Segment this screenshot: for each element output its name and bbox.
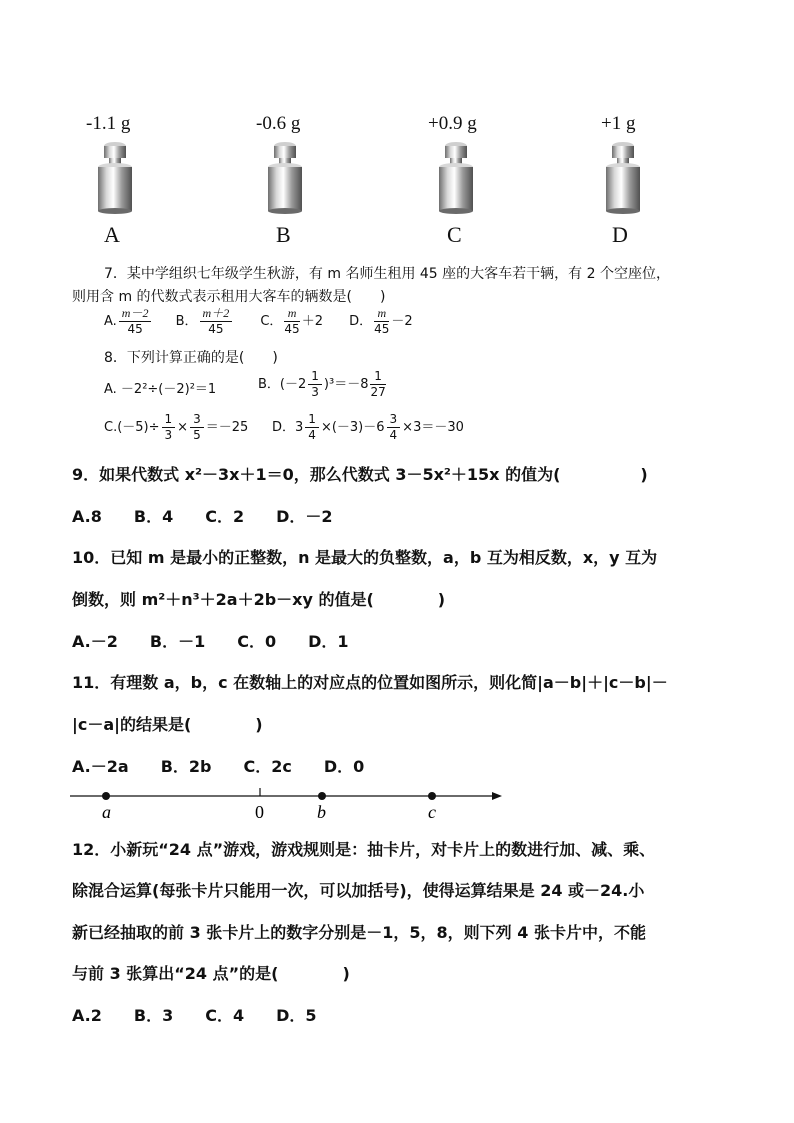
q12-line3: 新已经抽取的前 3 张卡片上的数字分别是－1，5，8，则下列 4 张卡片中，不能: [72, 923, 646, 942]
q8-b-num: 1: [308, 369, 322, 385]
q8-d-frac2: [387, 412, 401, 443]
q8-d-den2: 4: [389, 428, 398, 442]
q7-d-den: 45: [374, 322, 390, 336]
weight-c-label: +0.9 g: [428, 113, 477, 134]
q11-line2: |c－a|的结果是( ): [72, 715, 263, 734]
number-line-arrow: [492, 792, 502, 800]
q7-b-prefix: B．: [175, 314, 198, 329]
q8-c-num2: 3: [190, 412, 204, 428]
q7-c-den: 45: [284, 322, 300, 336]
q8-c-frac1: [162, 412, 176, 443]
q8-c-den2: 5: [193, 428, 201, 442]
point-a: [102, 792, 110, 800]
q9-options: A.8 B．4 C．2 D．－2: [72, 507, 333, 526]
q12-line1: 12．小新玩“24 点”游戏，游戏规则是：抽卡片，对卡片上的数进行加、减、乘、: [72, 840, 656, 859]
q7-line2: 则用含 m 的代数式表示租用大客车的辆数是( ): [72, 289, 386, 305]
q8-d-den1: 4: [308, 428, 316, 442]
q8-c-num1: 1: [162, 412, 176, 428]
q8-b-pre: B．(－2: [258, 377, 307, 392]
number-line: [66, 784, 506, 824]
q8-d-pre: D．3: [272, 420, 304, 435]
q8-b-mid: )³＝－8: [323, 377, 369, 392]
q8-d-frac1: [305, 412, 319, 443]
q7-b-den: 45: [208, 322, 224, 336]
q7-d-suffix: －2: [391, 314, 413, 329]
q11-line1: 11．有理数 a，b，c 在数轴上的对应点的位置如图所示，则化简|a－b|＋|c－b|－: [72, 673, 668, 692]
q7-c-num: m: [284, 306, 299, 322]
weight-c-letter: C: [447, 222, 462, 247]
q8-option-a: A. －2²÷(－2)²＝1: [104, 382, 217, 397]
q7-d-fraction: [374, 306, 389, 337]
q8-c-times: ×: [177, 420, 189, 435]
q8-option-d: [272, 412, 464, 443]
q11-options: A.－2a B．2b C．2c D．0: [72, 757, 365, 776]
q7-c-prefix: C．: [260, 314, 283, 329]
q10-line2: 倒数，则 m²＋n³＋2a＋2b－xy 的值是( ): [72, 590, 446, 609]
q8-b-num2: 1: [370, 369, 385, 385]
q8-d-mid: ×(－3)－6: [320, 420, 385, 435]
q8-stem: 8．下列计算正确的是( ): [104, 350, 278, 366]
q9-stem: 9．如果代数式 x²－3x＋1＝0，那么代数式 3－5x²＋15x 的值为( ): [72, 465, 648, 484]
q7-b-fraction: [200, 306, 233, 337]
weight-d-label: +1 g: [601, 113, 636, 134]
q8-c-res: ＝－25: [205, 420, 249, 435]
q7-d-prefix: D．: [349, 314, 373, 329]
point-b: [318, 792, 326, 800]
q10-line1: 10．已知 m 是最小的正整数，n 是最大的负整数，a，b 互为相反数，x，y 互为: [72, 548, 658, 567]
q7-b-num: m＋2: [200, 306, 233, 322]
q8-d-res: ×3＝－30: [402, 420, 464, 435]
q8-b-den2: 27: [370, 385, 386, 399]
label-b: b: [317, 802, 326, 822]
weight-d-letter: D: [612, 222, 628, 247]
label-zero: 0: [255, 802, 264, 822]
weight-a-label: -1.1 g: [86, 113, 131, 134]
q8-c-den1: 3: [164, 428, 173, 442]
q7-a-fraction: [119, 306, 152, 337]
weight-image-d: [603, 140, 643, 215]
q10-options: A.－2 B．－1 C．0 D．1: [72, 632, 349, 651]
weight-b-letter: B: [276, 222, 291, 247]
q8-d-num2: 3: [387, 412, 401, 428]
q7-d-num: m: [374, 306, 389, 322]
q7-a-den: 45: [127, 322, 143, 336]
q7-options: [104, 306, 413, 337]
q12-line2: 除混合运算(每张卡片只能用一次，可以加括号)，使得运算结果是 24 或－24.小: [72, 881, 645, 900]
q8-b-frac1: [308, 369, 322, 400]
weight-b-label: -0.6 g: [256, 113, 301, 134]
q8-b-den: 3: [311, 385, 319, 399]
q8-d-num1: 1: [305, 412, 319, 428]
q8-option-c: [104, 412, 248, 443]
q12-line4: 与前 3 张算出“24 点”的是( ): [72, 964, 350, 983]
q8-c-pre: C.(－5)÷: [104, 420, 160, 435]
q8-b-frac2: [370, 369, 385, 400]
q8-c-frac2: [190, 412, 204, 443]
q7-a-prefix: A.: [104, 314, 117, 329]
q7-line1: 7．某中学组织七年级学生秋游，有 m 名师生租用 45 座的大客车若干辆，有 2 个空座位，: [104, 266, 670, 282]
point-c: [428, 792, 436, 800]
weight-a-letter: A: [104, 222, 120, 247]
weight-image-b: [265, 140, 305, 215]
weight-image-a: [95, 140, 135, 215]
weight-image-c: [436, 140, 476, 215]
q12-options: A.2 B．3 C．4 D．5: [72, 1006, 317, 1025]
label-a: a: [102, 802, 111, 822]
q7-c-suffix: ＋2: [301, 314, 323, 329]
q8-option-b: [258, 369, 388, 400]
label-c: c: [428, 802, 436, 822]
q7-a-num: m－2: [119, 306, 152, 322]
q7-c-fraction: [284, 306, 299, 337]
